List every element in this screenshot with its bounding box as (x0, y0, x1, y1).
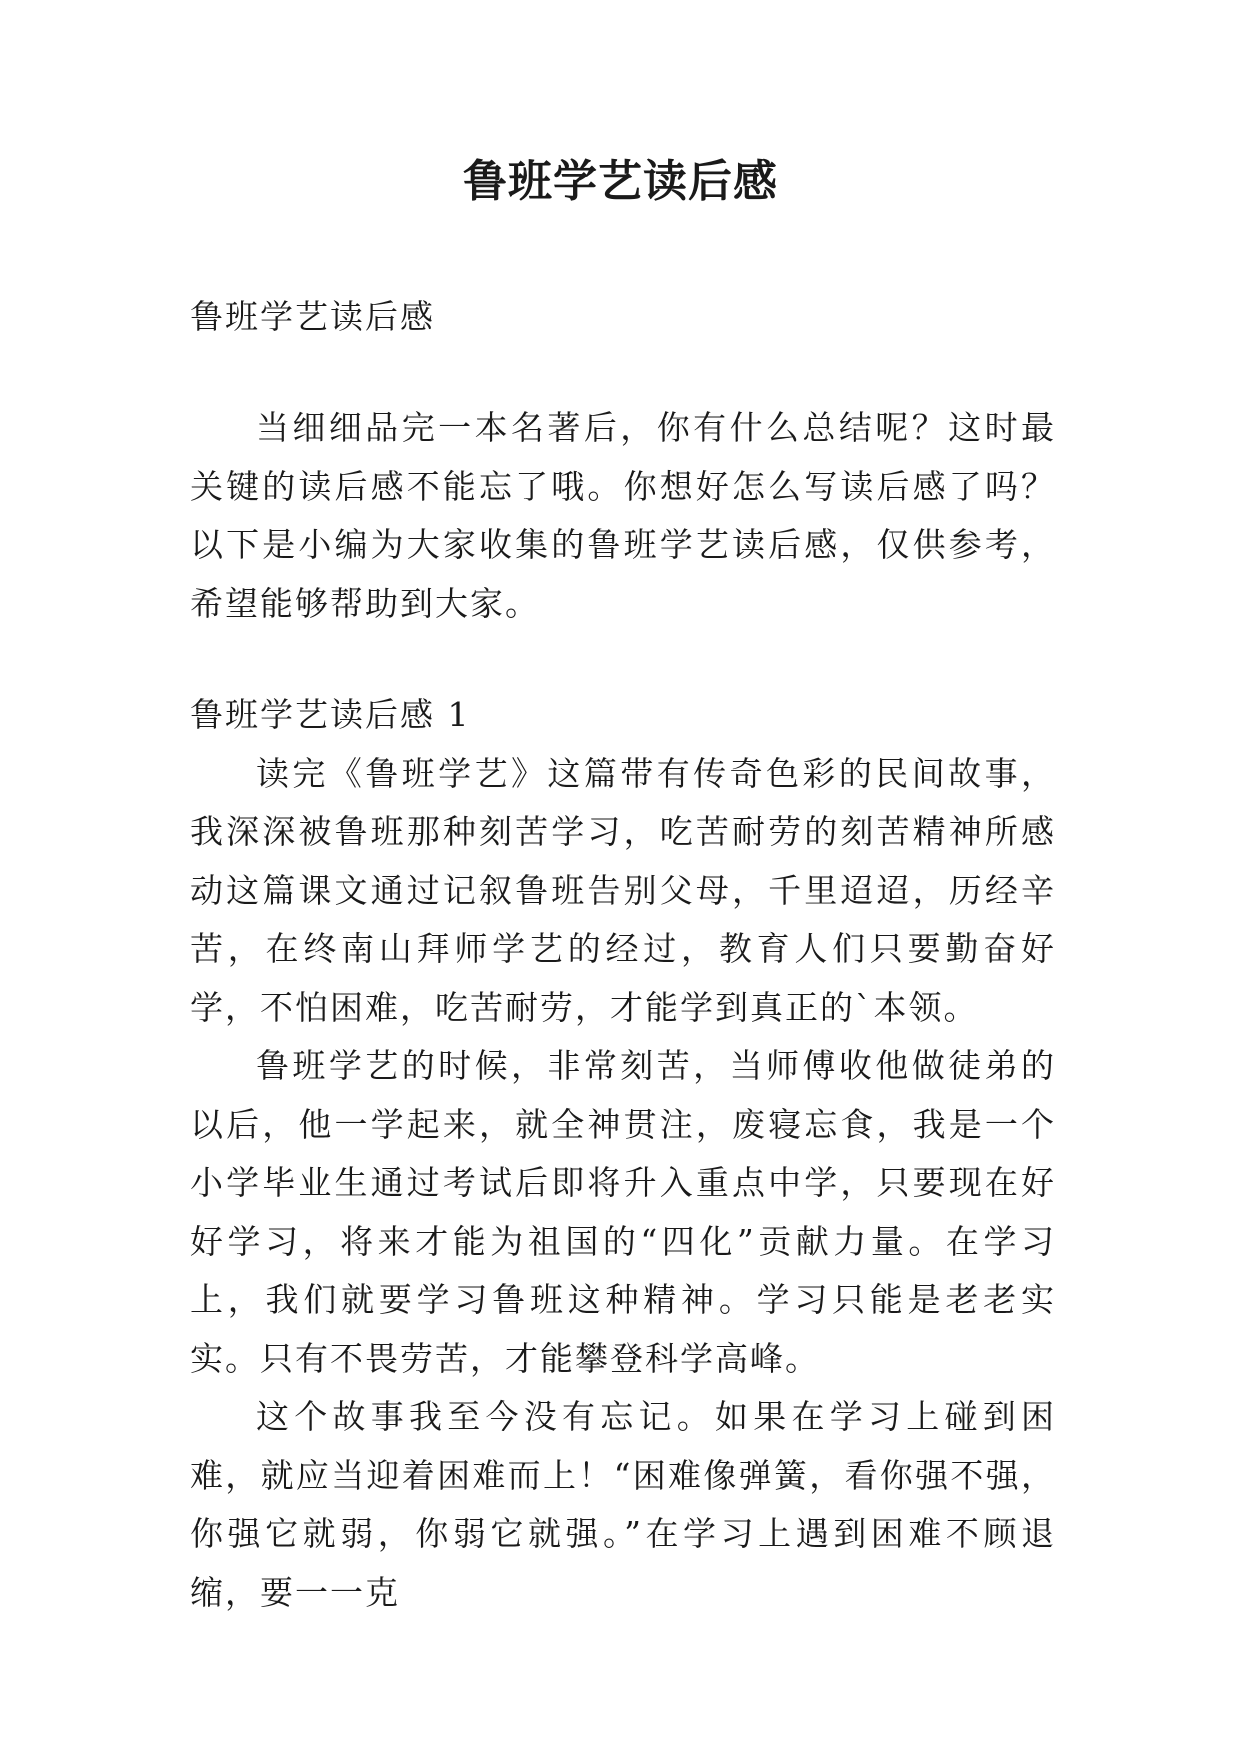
body-paragraph: 这个故事我至今没有忘记。如果在学习上碰到困难，就应当迎着困难而上！“困难像弹簧，看你强不强，你强它就弱，你弱它就强。”在学习上遇到困难不顾退缩，要一一克 (190, 1397, 1056, 1612)
body-paragraph: 鲁班学艺的时候，非常刻苦，当师傅收他做徒弟的以后，他一学起来，就全神贯注，废寝忘食，我是一个小学毕业生通过考试后即将升入重点中学，只要现在好好学习，将来才能为祖国的“四化”贡献力量。在学习上，我们就要学习鲁班这种精神。学习只能是老老实实。只有不畏劳苦，才能攀登科学高峰。 (190, 1046, 1056, 1378)
intro-paragraph: 当细细品完一本名著后，你有什么总结呢？这时最关键的读后感不能忘了哦。你想好怎么写读后感了吗？以下是小编为大家收集的鲁班学艺读后感，仅供参考，希望能够帮助到大家。 (190, 408, 1056, 623)
document-body (190, 288, 1056, 1622)
body-paragraph: 读完《鲁班学艺》这篇带有传奇色彩的民间故事，我深深被鲁班那种刻苦学习，吃苦耐劳的刻苦精神所感动这篇课文通过记叙鲁班告别父母，千里迢迢，历经辛苦，在终南山拜师学艺的经过，教育人们只要勤奋好学，不怕困难，吃苦耐劳，才能学到真正的`本领。 (190, 753, 1056, 1027)
document-subtitle: 鲁班学艺读后感 (190, 297, 435, 336)
document-title: 鲁班学艺读后感 (463, 156, 778, 207)
section-heading: 鲁班学艺读后感 1 (190, 695, 471, 734)
